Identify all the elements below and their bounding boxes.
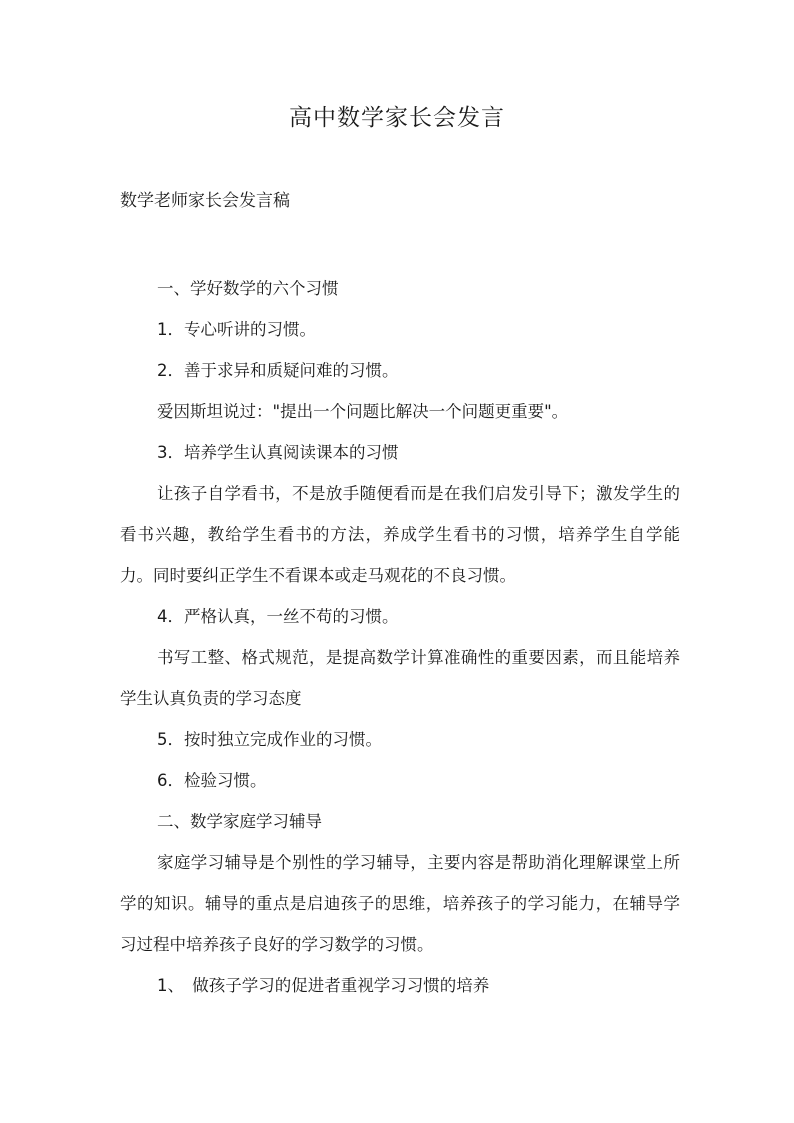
- list-item-tutoring-1: 1、 做孩子学习的促进者重视学习习惯的培养: [157, 976, 490, 995]
- body-paragraph-reading: 让孩子自学看书，不是放手随便看而是在我们启发引导下；激发学生的看书兴趣，教给学生看书的方法，养成学生看书的习惯，培养学生自学能力。同时要纠正学生不看课本或走马观花的不良习惯。: [120, 484, 680, 585]
- list-item-habit-1: 1．专心听讲的习惯。: [157, 320, 316, 339]
- body-paragraph-writing: 书写工整、格式规范，是提高数学计算准确性的重要因素，而且能培养学生认真负责的学习态度: [120, 648, 680, 708]
- list-item-habit-3: 3．培养学生认真阅读课本的习惯: [157, 443, 399, 462]
- list-item-habit-2: 2．善于求异和质疑问难的习惯。: [157, 361, 399, 380]
- section-heading-2: 二、数学家庭学习辅导: [157, 812, 322, 831]
- document-body: [120, 268, 680, 1006]
- list-item-habit-6: 6．检验习惯。: [157, 771, 267, 790]
- body-paragraph-tutoring: 家庭学习辅导是个别性的学习辅导，主要内容是帮助消化理解课堂上所学的知识。辅导的重点是启迪孩子的思维，培养孩子的学习能力，在辅导学习过程中培养孩子良好的学习数学的习惯。: [120, 853, 680, 954]
- document-title: 高中数学家长会发言: [289, 105, 505, 131]
- list-item-habit-5: 5．按时独立完成作业的习惯。: [157, 730, 382, 749]
- section-heading-1: 一、学好数学的六个习惯: [157, 279, 339, 298]
- document-subtitle: 数学老师家长会发言稿: [120, 191, 290, 211]
- quote-paragraph: 爱因斯坦说过："提出一个问题比解决一个问题更重要"。: [157, 402, 569, 421]
- list-item-habit-4: 4．严格认真，一丝不苟的习惯。: [157, 607, 399, 626]
